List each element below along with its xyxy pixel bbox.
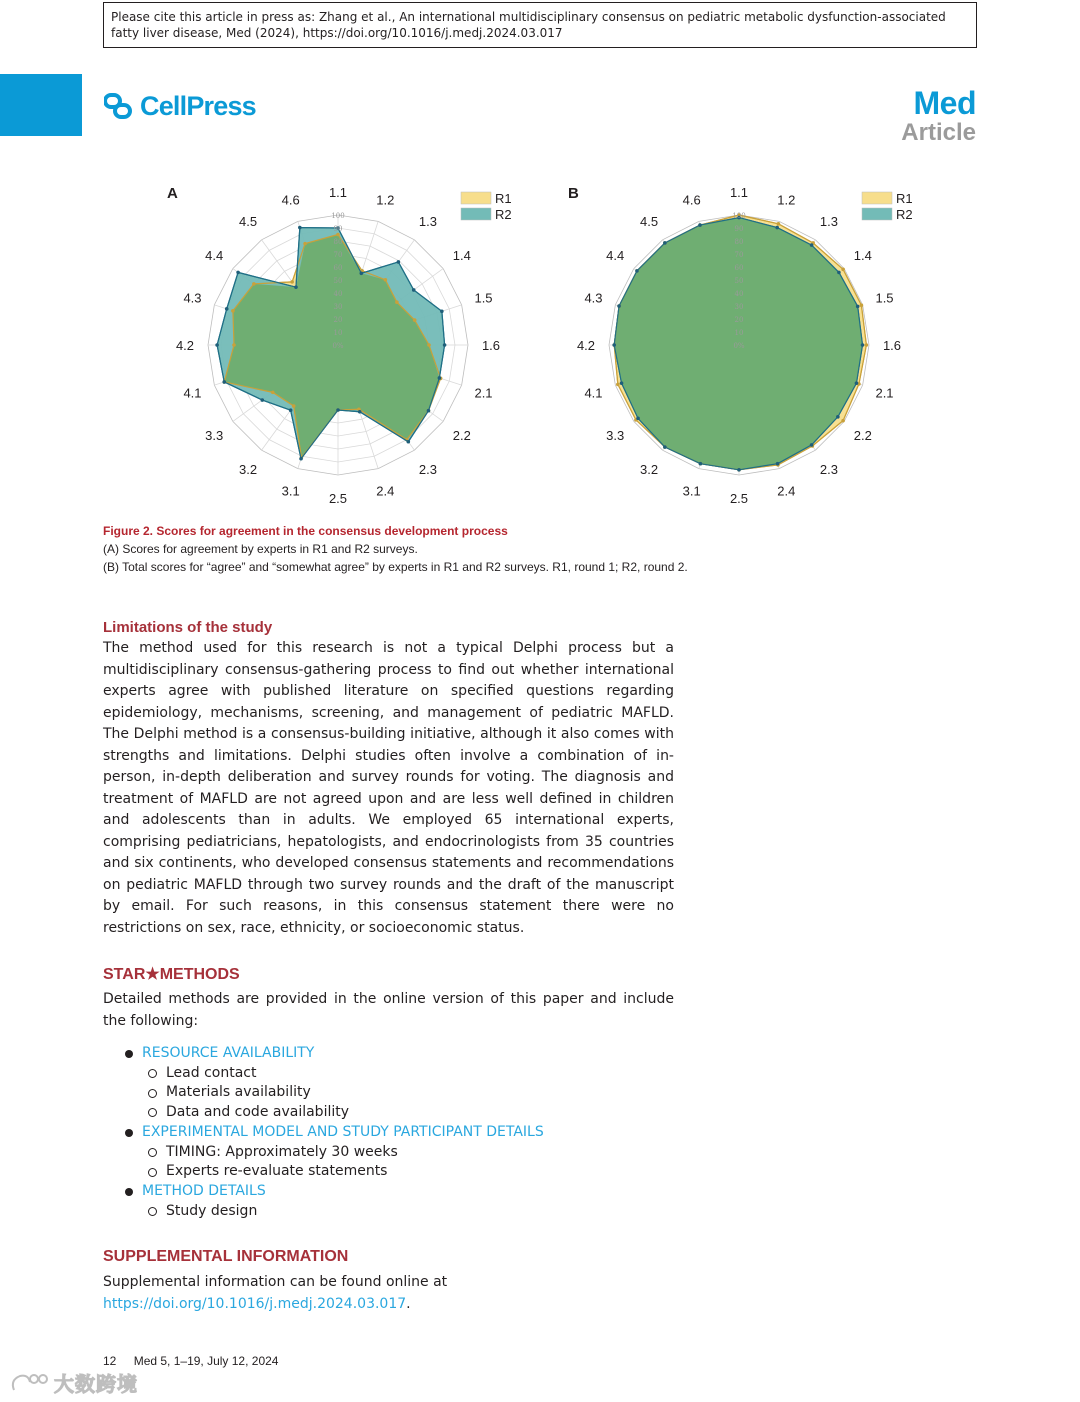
data-point bbox=[438, 376, 442, 380]
axis-label: 2.3 bbox=[819, 461, 838, 477]
sub-item-label: Experts re-evaluate statements bbox=[166, 1163, 388, 1180]
data-point bbox=[384, 278, 388, 282]
data-point bbox=[252, 282, 256, 286]
panel-letter: A bbox=[167, 185, 178, 202]
axis-label: 4.5 bbox=[640, 214, 659, 230]
supplemental-doi-link[interactable]: https://doi.org/10.1016/j.medj.2024.03.017 bbox=[103, 1295, 407, 1312]
legend-swatch bbox=[862, 208, 892, 220]
axis-label: 1.3 bbox=[418, 214, 437, 230]
data-point bbox=[358, 410, 362, 414]
legend-swatch bbox=[461, 192, 491, 204]
data-point bbox=[856, 305, 860, 309]
axis-label: 1.2 bbox=[777, 192, 796, 208]
axis-label: 1.1 bbox=[729, 185, 749, 200]
data-point bbox=[841, 419, 845, 423]
bullet-icon bbox=[125, 1129, 133, 1137]
sub-item-label: Lead contact bbox=[166, 1064, 257, 1081]
data-point bbox=[427, 343, 431, 347]
axis-label: 4.1 bbox=[584, 385, 603, 401]
ring-label: 90 bbox=[734, 225, 744, 233]
axis-label: 4.6 bbox=[682, 192, 701, 208]
data-point bbox=[225, 307, 229, 311]
watermark-text: 大数跨境 bbox=[54, 1372, 138, 1396]
legend-label: R1 bbox=[896, 191, 913, 206]
data-point bbox=[303, 242, 307, 246]
watermark-logo-icon bbox=[8, 1370, 50, 1396]
data-point bbox=[294, 285, 298, 289]
cellpress-logo[interactable] bbox=[104, 88, 256, 124]
data-point bbox=[222, 380, 226, 384]
data-point bbox=[299, 457, 303, 461]
ring-label: 30 bbox=[734, 303, 744, 311]
axis-label: 1.6 bbox=[481, 338, 501, 353]
list-item bbox=[103, 1202, 544, 1222]
axis-label: 4.5 bbox=[239, 214, 258, 230]
list-item bbox=[103, 1103, 544, 1123]
legend-swatch bbox=[862, 192, 892, 204]
list-item bbox=[103, 1083, 544, 1103]
data-point bbox=[810, 443, 814, 447]
supplemental-body bbox=[103, 1272, 674, 1315]
data-point bbox=[215, 343, 219, 347]
data-point bbox=[336, 233, 340, 237]
panel-letter: B bbox=[568, 185, 579, 202]
data-point bbox=[699, 462, 703, 466]
sub-bullet-icon bbox=[148, 1089, 157, 1098]
page-footer bbox=[103, 1354, 278, 1368]
data-point bbox=[289, 408, 293, 412]
axis-label: 2.2 bbox=[452, 427, 471, 443]
data-point bbox=[810, 243, 814, 247]
ring-label: 100 bbox=[732, 212, 746, 220]
data-point bbox=[865, 343, 869, 347]
axis-label: 3.3 bbox=[606, 427, 625, 443]
data-point bbox=[861, 343, 865, 347]
header-accent-bar bbox=[0, 74, 82, 136]
axis-label: 3.2 bbox=[239, 461, 258, 477]
figure-caption-b: (B) Total scores for “agree” and “somewhat agree” by experts in R1 and R2 surveys. R1, round 1; R2, round 2. bbox=[103, 560, 688, 574]
limitations-body: The method used for this research is not a typical Delphi process but a multidisciplinary consensus-gathering process to find out whether international experts agree with published literature on specified questions regarding epidemiology, mechanisms, screening, and management of pediatric MAFLD. The Delphi method is a consensus-building initiative, although it also comes with strengths and limitations. Delphi studies often involve a combination of in-person, in-depth deliberation and survey rounds for voting. The diagnosis and treatment of MAFLD are not agreed upon and are less well defined in children and adolescents than in adults. We employed 65 international experts, comprising pediatricians, hepatologists, and endocrinologists from 35 countries and six continents, who developed consensus statements and recommendations on pediatric MAFLD through two survey rounds and the draft of the manuscript by email. For such reasons, in this consensus statement there were no restrictions on sex, race, ethnicity, or socioeconomic status. bbox=[103, 640, 674, 936]
section-link[interactable]: RESOURCE AVAILABILITY bbox=[142, 1045, 315, 1061]
page-number: 12 bbox=[103, 1354, 117, 1368]
ring-label: 0% bbox=[733, 342, 745, 350]
axis-label: 1.1 bbox=[328, 185, 348, 200]
sub-bullet-icon bbox=[148, 1168, 157, 1177]
ring-label: 60 bbox=[734, 264, 744, 272]
radar-chart-a bbox=[155, 175, 535, 515]
data-point bbox=[412, 288, 416, 292]
axis-label: 3.3 bbox=[205, 427, 224, 443]
data-point bbox=[395, 300, 399, 304]
legend-label: R2 bbox=[495, 207, 512, 222]
axis-label: 4.2 bbox=[576, 338, 596, 353]
data-point bbox=[860, 303, 864, 307]
supplemental-suffix: . bbox=[406, 1295, 411, 1312]
data-point bbox=[841, 268, 845, 272]
data-point bbox=[636, 417, 640, 421]
citation-box bbox=[103, 2, 977, 48]
figure-caption-title: Figure 2. Scores for agreement in the consensus development process bbox=[103, 524, 508, 538]
ring-label: 20 bbox=[333, 316, 343, 324]
data-point bbox=[298, 226, 302, 230]
ring-label: 70 bbox=[333, 251, 343, 259]
sub-bullet-icon bbox=[148, 1148, 157, 1157]
ring-label: 80 bbox=[333, 238, 343, 246]
ring-label: 90 bbox=[333, 225, 343, 233]
star-methods-intro: Detailed methods are provided in the online version of this paper and include the following: bbox=[103, 991, 674, 1029]
data-point bbox=[397, 260, 401, 264]
citation-text: Please cite this article in press as: Zhang et al., An international multidisciplinary consensus on pediatric metabolic dysfunction-associated fatty liver disease, Med (2024), https://doi.org/10.1016/j.medj.2024.03.017 bbox=[111, 10, 946, 40]
list-item bbox=[103, 1064, 544, 1084]
ring-label: 60 bbox=[333, 264, 343, 272]
axis-label: 4.6 bbox=[281, 192, 300, 208]
axis-label: 4.3 bbox=[584, 290, 603, 306]
axis-label: 4.4 bbox=[606, 248, 625, 264]
sub-item-label: Study design bbox=[166, 1202, 258, 1219]
ring-label: 20 bbox=[734, 316, 744, 324]
data-point bbox=[290, 280, 294, 284]
data-point bbox=[777, 222, 781, 226]
data-point bbox=[236, 271, 240, 275]
axis-label: 1.3 bbox=[819, 214, 838, 230]
axis-label: 2.5 bbox=[328, 491, 348, 506]
section-link[interactable]: METHOD DETAILS bbox=[142, 1182, 266, 1199]
ring-label: 30 bbox=[333, 303, 343, 311]
axis-label: 1.4 bbox=[853, 248, 872, 264]
data-point bbox=[775, 226, 779, 230]
ring-label: 10 bbox=[333, 329, 343, 337]
list-item[interactable] bbox=[103, 1123, 544, 1143]
limitations-heading: Limitations of the study bbox=[103, 619, 273, 636]
axis-label: 2.2 bbox=[853, 427, 872, 443]
footer-citation: Med 5, 1–19, July 12, 2024 bbox=[133, 1354, 279, 1368]
star-methods-heading: STAR★METHODS bbox=[103, 966, 240, 983]
data-point bbox=[620, 381, 624, 385]
axis-label: 2.4 bbox=[376, 483, 395, 499]
list-item bbox=[103, 1143, 544, 1163]
bullet-icon bbox=[125, 1188, 133, 1196]
data-point bbox=[663, 241, 667, 245]
axis-label: 4.4 bbox=[205, 248, 224, 264]
data-point bbox=[635, 269, 639, 273]
data-point bbox=[413, 318, 417, 322]
data-point bbox=[232, 343, 236, 347]
data-point bbox=[359, 271, 363, 275]
data-point bbox=[271, 391, 275, 395]
data-point bbox=[231, 309, 235, 313]
axis-label: 2.4 bbox=[777, 483, 796, 499]
article-type: Article bbox=[901, 119, 976, 146]
ring-label: 70 bbox=[734, 251, 744, 259]
journal-name: Med bbox=[913, 85, 976, 121]
sub-item-label: TIMING: Approximately 30 weeks bbox=[166, 1143, 398, 1160]
ring-label: 100 bbox=[331, 212, 345, 220]
ring-label: 80 bbox=[734, 238, 744, 246]
star-methods-list bbox=[103, 1044, 544, 1221]
data-point bbox=[836, 415, 840, 419]
axis-label: 1.2 bbox=[376, 192, 395, 208]
legend-label: R1 bbox=[495, 191, 512, 206]
data-point bbox=[663, 445, 667, 449]
data-point bbox=[776, 462, 780, 466]
ring-label: 0% bbox=[332, 342, 344, 350]
publisher-name: CellPress bbox=[140, 90, 256, 121]
sub-item-label: Data and code availability bbox=[166, 1104, 350, 1121]
data-point bbox=[837, 271, 841, 275]
axis-label: 2.1 bbox=[875, 385, 894, 401]
axis-label: 3.1 bbox=[281, 483, 300, 499]
data-point bbox=[855, 381, 859, 385]
sub-item-label: Materials availability bbox=[166, 1084, 311, 1101]
cellpress-icon bbox=[104, 91, 134, 121]
data-point bbox=[440, 309, 444, 313]
axis-label: 4.2 bbox=[175, 338, 195, 353]
data-point bbox=[443, 343, 447, 347]
data-point bbox=[737, 468, 741, 472]
radar-chart-b bbox=[556, 175, 936, 515]
sub-bullet-icon bbox=[148, 1108, 157, 1117]
axis-label: 3.2 bbox=[640, 461, 659, 477]
axis-label: 1.4 bbox=[452, 248, 471, 264]
axis-label: 2.1 bbox=[474, 385, 493, 401]
list-item[interactable] bbox=[103, 1044, 544, 1064]
data-point bbox=[260, 398, 264, 402]
axis-label: 2.5 bbox=[729, 491, 749, 506]
bullet-icon bbox=[125, 1050, 133, 1058]
ring-label: 40 bbox=[734, 290, 744, 298]
data-point bbox=[427, 409, 431, 413]
data-point bbox=[616, 383, 620, 387]
data-point bbox=[698, 223, 702, 227]
axis-label: 1.5 bbox=[875, 290, 894, 306]
ring-label: 10 bbox=[734, 329, 744, 337]
ring-label: 40 bbox=[333, 290, 343, 298]
axis-label: 1.5 bbox=[474, 290, 493, 306]
legend-swatch bbox=[461, 208, 491, 220]
list-item bbox=[103, 1162, 544, 1182]
sub-bullet-icon bbox=[148, 1069, 157, 1078]
data-point bbox=[612, 343, 616, 347]
axis-label: 4.1 bbox=[183, 385, 202, 401]
data-point bbox=[617, 304, 621, 308]
ring-label: 50 bbox=[333, 277, 343, 285]
data-point bbox=[292, 404, 296, 408]
data-point bbox=[406, 440, 410, 444]
axis-label: 2.3 bbox=[418, 461, 437, 477]
watermark bbox=[8, 1368, 138, 1397]
sub-bullet-icon bbox=[148, 1207, 157, 1216]
axis-label: 4.3 bbox=[183, 290, 202, 306]
data-point bbox=[336, 408, 340, 412]
legend-label: R2 bbox=[896, 207, 913, 222]
figure-caption-a: (A) Scores for agreement by experts in R1 and R2 surveys. bbox=[103, 542, 418, 556]
section-link[interactable]: EXPERIMENTAL MODEL AND STUDY PARTICIPANT DETAILS bbox=[142, 1123, 544, 1140]
ring-label: 50 bbox=[734, 277, 744, 285]
journal-masthead bbox=[901, 86, 976, 146]
supplemental-heading: SUPPLEMENTAL INFORMATION bbox=[103, 1248, 349, 1265]
list-item[interactable] bbox=[103, 1182, 544, 1202]
supplemental-text: Supplemental information can be found online at bbox=[103, 1274, 448, 1290]
axis-label: 3.1 bbox=[682, 483, 701, 499]
figure-caption bbox=[103, 522, 983, 576]
axis-label: 1.6 bbox=[882, 338, 902, 353]
